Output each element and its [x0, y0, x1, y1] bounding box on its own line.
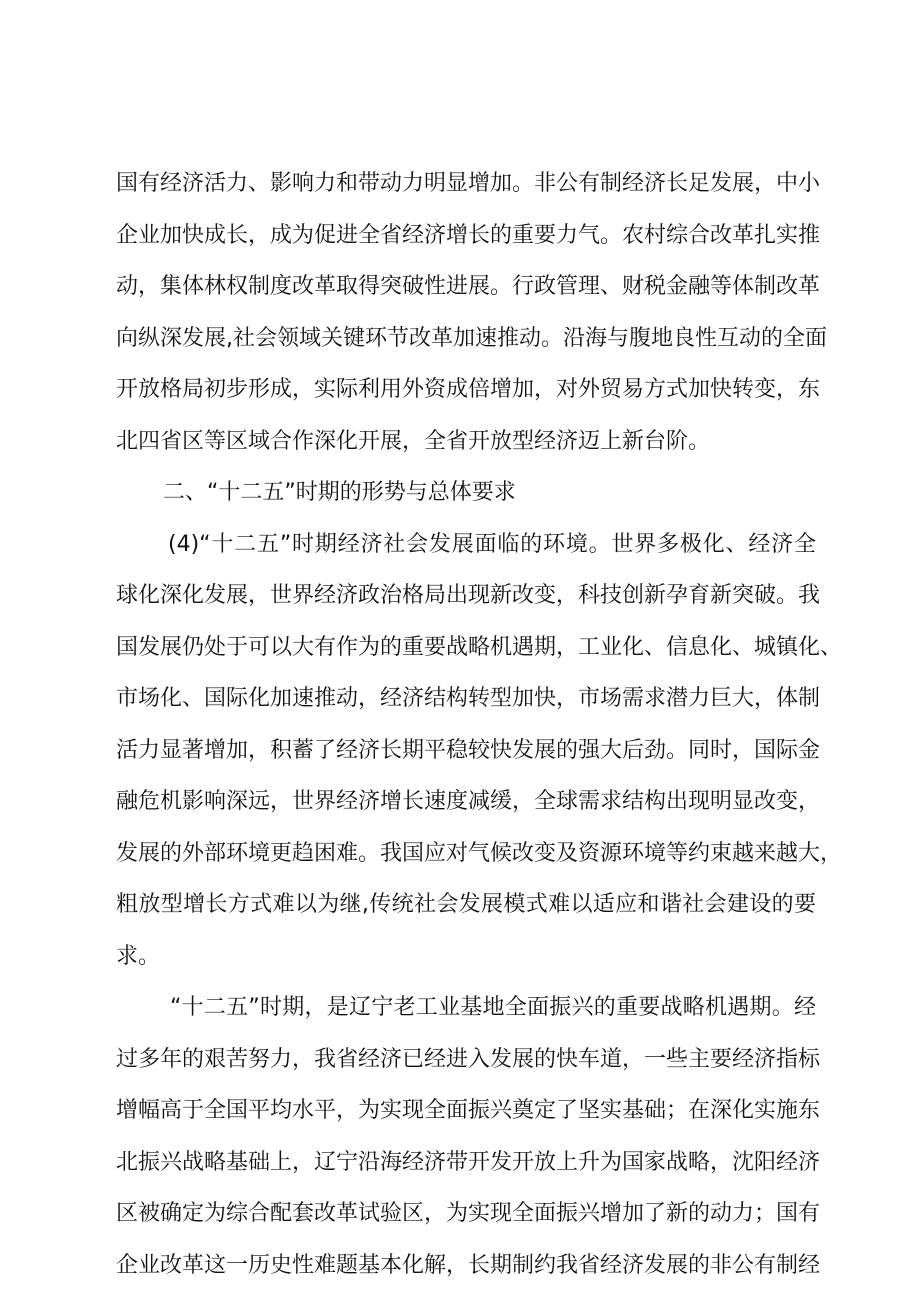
paragraph-line: 国发展仍处于可以大有作为的重要战略机遇期，工业化、信息化、城镇化、 — [116, 635, 843, 660]
paragraph-line: 区被确定为综合配套改革试验区，为实现全面振兴增加了新的动力；国有 — [116, 1201, 821, 1226]
paragraph-line: “十二五”时期，是辽宁老工业基地全面振兴的重要战略机遇期。经 — [170, 995, 816, 1020]
paragraph-line: 过多年的艰苦努力，我省经济已经进入发展的快车道，一些主要经济指标 — [116, 1047, 821, 1072]
paragraph-line: 企业加快成长，成为促进全省经济增长的重要力气。农村综合改革扎实推 — [116, 223, 821, 248]
paragraph-line: 活力显著增加，积蓄了经济长期平稳较快发展的强大后劲。同时，国际金 — [116, 738, 821, 763]
paragraph-line: 开放格局初步形成，实际利用外资成倍增加，对外贸易方式加快转变，东 — [116, 377, 821, 402]
paragraph-line: 企业改革这一历史性难题基本化解，长期制约我省经济发展的非公有制经 — [116, 1253, 821, 1278]
paragraph-line: 市场化、国际化加速推动，经济结构转型加快，市场需求潜力巨大，体制 — [116, 686, 821, 711]
paragraph-line: 球化深化发展，世界经济政治格局出现新改变，科技创新孕育新突破。我 — [116, 583, 821, 608]
paragraph-line: 国有经济活力、影响力和带动力明显增加。非公有制经济长足发展，中小 — [116, 171, 821, 196]
paragraph-line: 求。 — [116, 944, 161, 969]
paragraph-line: 动，集体林权制度改革取得突破性进展。行政管理、财税金融等体制改革 — [116, 274, 821, 299]
paragraph-line: 增幅高于全国平均水平，为实现全面振兴奠定了坚实基础；在深化实施东 — [116, 1098, 821, 1123]
paragraph-line: (4)“十二五”时期经济社会发展面临的环境。世界多极化、经济全 — [168, 532, 816, 557]
paragraph-line: 北四省区等区域合作深化开展，全省开放型经济迈上新台阶。 — [116, 429, 711, 454]
paragraph-line: 北振兴战略基础上，辽宁沿海经济带开发开放上升为国家战略，沈阳经济 — [116, 1150, 821, 1175]
section-heading: 二、“十二五”时期的形势与总体要求 — [163, 480, 516, 505]
paragraph-line: 粗放型增长方式难以为继,传统社会发展模式难以适应和谐社会建设的要 — [116, 892, 816, 917]
paragraph-line: 向纵深发展,社会领域关键环节改革加速推动。沿海与腹地良性互动的全面 — [116, 326, 827, 351]
paragraph-line: 融危机影响深远，世界经济增长速度减缓，全球需求结构出现明显改变， — [116, 789, 821, 814]
paragraph-line: 发展的外部环境更趋困难。我国应对气候改变及资源环境等约束越来越大， — [116, 841, 843, 866]
